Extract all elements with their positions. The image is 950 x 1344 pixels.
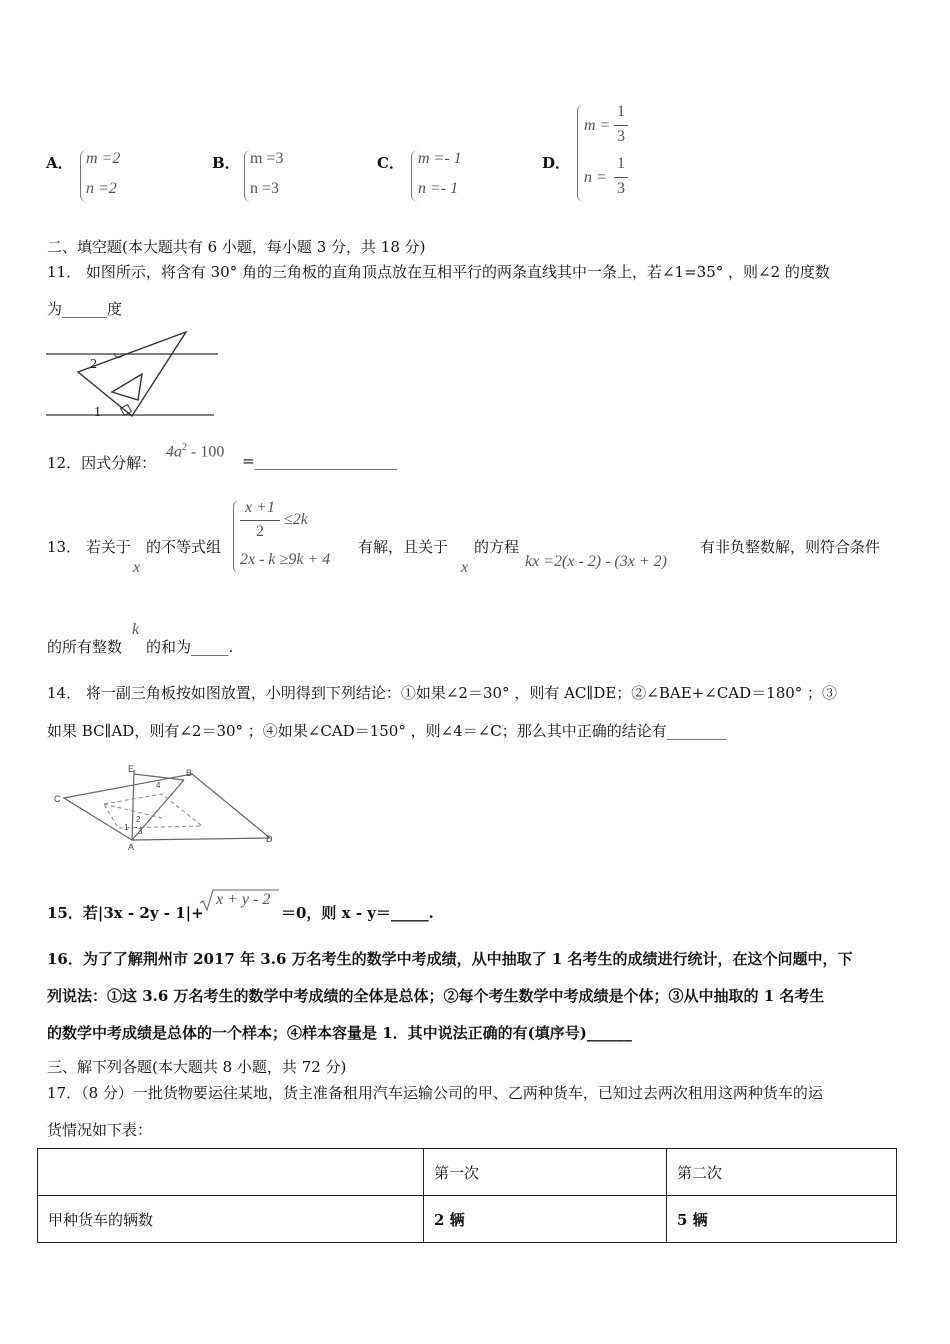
option-b-line2: n =3 bbox=[250, 180, 280, 197]
q13-mid2: 有解，且关于 bbox=[358, 538, 449, 556]
cargo-table bbox=[37, 1148, 897, 1243]
q12-expression bbox=[166, 442, 224, 461]
brace bbox=[411, 150, 418, 202]
option-b-label: B． bbox=[212, 154, 240, 172]
option-d-m-den: 3 bbox=[617, 128, 625, 145]
q13-ineq1-rel: ≤2k bbox=[284, 511, 308, 528]
option-b-line1: m =3 bbox=[250, 150, 284, 167]
fraction-bar bbox=[240, 520, 280, 521]
option-d-label: D． bbox=[542, 154, 571, 172]
q13-ineq1-den: 2 bbox=[256, 523, 264, 540]
label-e: E bbox=[128, 764, 135, 774]
label-b: B bbox=[186, 768, 193, 778]
q13-ineq2: 2x - k ≥9k + 4 bbox=[240, 551, 331, 568]
table-header-row bbox=[38, 1149, 897, 1196]
outer-quad bbox=[64, 774, 270, 840]
q15-radicand: x + y - 2 bbox=[216, 891, 271, 908]
q13-mid3: 的方程 bbox=[474, 538, 520, 556]
triangle-inner bbox=[112, 374, 142, 400]
q12-expr-a: 4a bbox=[166, 443, 182, 461]
label-a: A bbox=[128, 842, 135, 852]
q12-answer-blank[interactable]: =___________________ bbox=[242, 452, 398, 470]
q14-figure bbox=[44, 760, 284, 852]
option-d-m-num: 1 bbox=[617, 103, 625, 120]
table-cell: 2 辆 bbox=[424, 1196, 667, 1243]
option-d-n-num: 1 bbox=[617, 155, 625, 172]
q13-equation: kx =2(x - 2) - (3x + 2) bbox=[525, 553, 667, 570]
angle-1-label: 1 bbox=[94, 405, 101, 420]
table-header-cell: 第一次 bbox=[424, 1149, 667, 1196]
q12-exponent: 2 bbox=[182, 442, 187, 453]
label-d: D bbox=[266, 834, 273, 844]
brace bbox=[233, 500, 240, 574]
q14-line1: 14． 将一副三角板按如图放置，小明得到下列结论：①如果∠2＝30° ，则有 AC∥DE；②∠BAE+∠CAD＝180° ；③ bbox=[47, 684, 838, 702]
label-4: 4 bbox=[156, 781, 161, 790]
q15-suffix[interactable]: ＝0，则 x - y＝_____. bbox=[281, 904, 434, 922]
q13-var-x2: x bbox=[461, 559, 469, 576]
q16-line3[interactable]: 的数学中考成绩是总体的一个样本；④样本容量是 1．其中说法正确的有(填序号)______ bbox=[47, 1024, 632, 1042]
option-d-m: m = bbox=[584, 117, 611, 134]
q13-var-k: k bbox=[132, 621, 140, 638]
brace bbox=[577, 104, 584, 202]
q17-line1: 17．（8 分）一批货物要运往某地，货主准备租用汽车运输公司的甲、乙两种货车，已知过去两次租用这两种货车的运 bbox=[47, 1084, 823, 1102]
q13-suffix: 有非负整数解，则符合条件 bbox=[700, 538, 881, 556]
angle-2-label: 2 bbox=[90, 357, 97, 372]
triangle-ruler bbox=[78, 332, 186, 416]
q13-ineq1-num: x +1 bbox=[245, 499, 275, 516]
option-c-line2: n =- 1 bbox=[418, 180, 459, 197]
q15-prefix: 15．若|3x - 2y - 1|+ bbox=[47, 904, 204, 922]
table-cell: 5 辆 bbox=[667, 1196, 897, 1243]
option-d-n: n = bbox=[584, 169, 607, 186]
fraction-bar bbox=[614, 177, 628, 178]
q13-line2-prefix: 的所有整数 bbox=[47, 638, 123, 656]
q13-var-x: x bbox=[133, 559, 141, 576]
q13-line2-suffix[interactable]: 的和为_____. bbox=[146, 638, 234, 656]
q11-line1: 11． 如图所示，将含有 30° 角的三角板的直角顶点放在互相平行的两条直线其中一条上，若∠1=35° ，则∠2 的度数 bbox=[47, 263, 830, 281]
q13-prefix: 13． 若关于 bbox=[47, 538, 131, 556]
q16-line2: 列说法：①这 3.6 万名考生的数学中考成绩的全体是总体；②每个考生数学中考成绩是个体；③从中抽取的 1 名考生 bbox=[47, 987, 825, 1005]
section-2-heading: 二、填空题(本大题共有 6 小题，每小题 3 分，共 18 分) bbox=[47, 238, 426, 256]
q17-line2: 货情况如下表： bbox=[47, 1121, 153, 1139]
fraction-bar bbox=[614, 125, 628, 126]
line-ae bbox=[132, 770, 134, 840]
q14-line2: 如果 BC∥AD，则有∠2＝30° ；④如果∠CAD＝150° ，则∠4＝∠C；那么其中正确的结论有________ bbox=[47, 722, 727, 740]
table-header-cell bbox=[38, 1149, 424, 1196]
label-1: 1 bbox=[124, 823, 129, 832]
label-2: 2 bbox=[136, 815, 141, 824]
option-d-n-den: 3 bbox=[617, 180, 625, 197]
dashed-quad bbox=[104, 794, 202, 828]
q12-prefix: 12．因式分解： bbox=[47, 454, 157, 472]
table-header-cell: 第二次 bbox=[667, 1149, 897, 1196]
option-a-line1: m =2 bbox=[86, 150, 121, 167]
option-c-line1: m =- 1 bbox=[418, 150, 462, 167]
label-c: C bbox=[54, 794, 61, 804]
option-a-label: A． bbox=[46, 154, 73, 172]
q11-figure bbox=[44, 326, 222, 420]
q16-line1: 16．为了了解荆州市 2017 年 3.6 万名考生的数学中考成绩，从中抽取了 1 名考生的成绩进行统计，在这个问题中，下 bbox=[47, 950, 853, 968]
option-c-label: C． bbox=[377, 154, 404, 172]
q13-mid1: 的不等式组 bbox=[146, 538, 222, 556]
table-row bbox=[38, 1196, 897, 1243]
q11-line2: 为______度 bbox=[47, 300, 123, 318]
label-3: 3 bbox=[138, 827, 143, 836]
table-cell: 甲种货车的辆数 bbox=[38, 1196, 424, 1243]
q12-expr-b: - 100 bbox=[187, 443, 225, 461]
section-3-heading: 三、解下列各题(本大题共 8 小题，共 72 分) bbox=[47, 1058, 347, 1076]
option-a-line2: n =2 bbox=[86, 180, 117, 197]
